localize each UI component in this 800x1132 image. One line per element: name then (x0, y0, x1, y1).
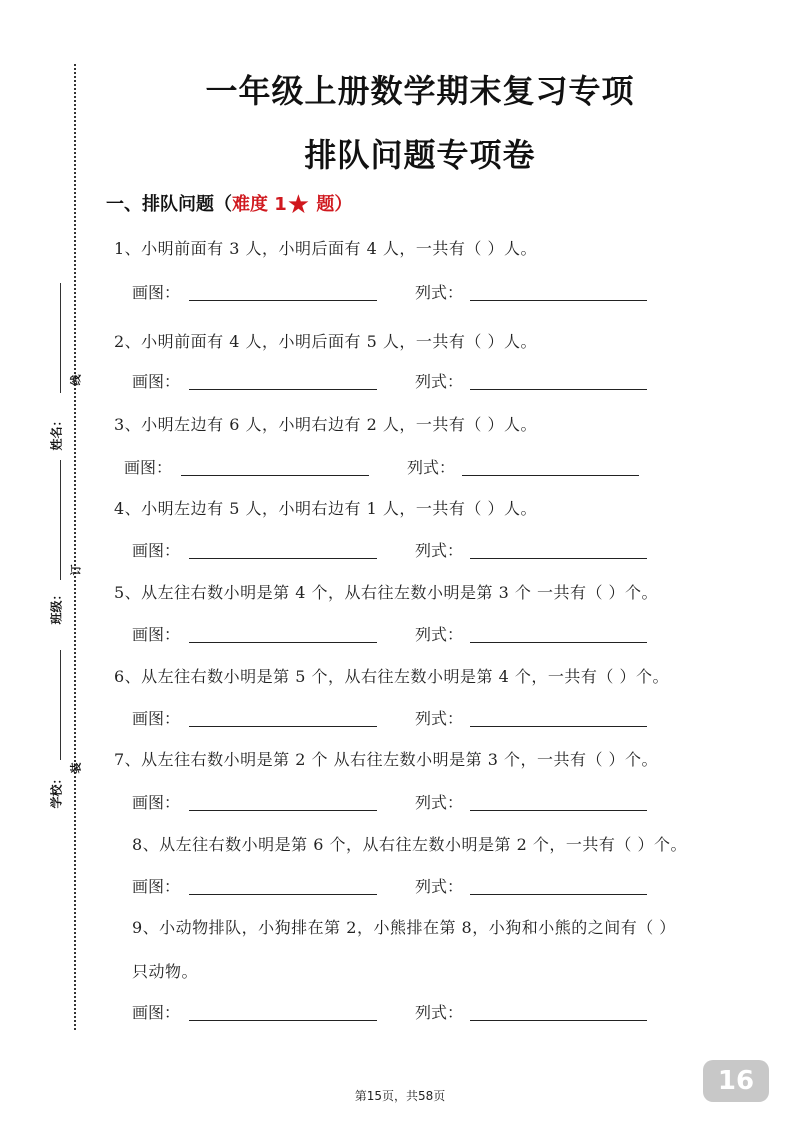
formula-answer-line[interactable] (470, 558, 647, 559)
draw-answer-line[interactable] (189, 389, 377, 390)
draw-label: 画图： (132, 877, 181, 896)
seal-mark-bind: 订 (69, 564, 83, 576)
question-4: 4、小明左边有 5 人，小明右边有 1 人，一共有（ ）人。 (114, 499, 537, 518)
draw-label: 画图： (132, 372, 181, 391)
question-1: 1、小明前面有 3 人，小明后面有 4 人，一共有（ ）人。 (114, 239, 537, 258)
draw-label: 画图： (132, 1003, 181, 1022)
draw-label: 画图： (132, 793, 181, 812)
formula-label: 列式： (415, 877, 464, 896)
draw-answer-line[interactable] (189, 894, 377, 895)
formula-label: 列式： (415, 541, 464, 560)
section-prefix: 一、排队问题（ (106, 194, 232, 215)
formula-answer-line[interactable] (470, 894, 647, 895)
school-label: 学校： (49, 772, 64, 809)
draw-answer-line[interactable] (189, 642, 377, 643)
draw-label: 画图： (124, 458, 173, 477)
formula-answer-line[interactable] (470, 642, 647, 643)
formula-label: 列式： (415, 709, 464, 728)
draw-label: 画图： (132, 541, 181, 560)
seal-mark-line: 线 (69, 374, 83, 386)
question-5: 5、从左往右数小明是第 4 个，从右往左数小明是第 3 个 一共有（ ）个。 (114, 583, 659, 602)
star-icon: ★ (286, 190, 311, 220)
draw-label: 画图： (132, 709, 181, 728)
difficulty-label: 难度 1 (232, 194, 287, 215)
formula-label: 列式： (415, 1003, 464, 1022)
name-rule (60, 283, 61, 393)
page-number-text: 第15页，共58页 (354, 1089, 446, 1103)
draw-label: 画图： (132, 625, 181, 644)
formula-label: 列式： (415, 372, 464, 391)
draw-answer-line[interactable] (189, 726, 377, 727)
class-rule (60, 460, 61, 580)
section-suffix: 题） (310, 194, 353, 215)
question-8: 8、从左往右数小明是第 6 个，从右往左数小明是第 2 个，一共有（ ）个。 (132, 835, 687, 854)
draw-answer-line[interactable] (189, 1020, 377, 1021)
formula-answer-line[interactable] (470, 300, 647, 301)
question-2: 2、小明前面有 4 人，小明后面有 5 人，一共有（ ）人。 (114, 332, 537, 351)
formula-answer-line[interactable] (470, 1020, 647, 1021)
draw-label: 画图： (132, 283, 181, 302)
formula-label: 列式： (407, 458, 456, 477)
school-rule (60, 650, 61, 760)
page-title: 一年级上册数学期末复习专项 (205, 72, 635, 110)
question-3: 3、小明左边有 6 人，小明右边有 2 人，一共有（ ）人。 (114, 415, 537, 434)
question-7: 7、从左往右数小明是第 2 个 从右往左数小明是第 3 个，一共有（ ）个。 (114, 750, 659, 769)
question-9-continued: 只动物。 (132, 962, 199, 981)
question-6: 6、从左往右数小明是第 5 个，从右往左数小明是第 4 个，一共有（ ）个。 (114, 667, 669, 686)
draw-answer-line[interactable] (189, 300, 377, 301)
seal-mark-seal: 装 (69, 762, 83, 774)
page-number-badge: 16 (703, 1060, 769, 1102)
name-label: 姓名： (49, 414, 64, 451)
formula-label: 列式： (415, 283, 464, 302)
formula-answer-line[interactable] (462, 475, 639, 476)
formula-answer-line[interactable] (470, 726, 647, 727)
class-label: 班级： (49, 588, 64, 625)
page-subtitle: 排队问题专项卷 (304, 136, 536, 174)
section-heading (106, 190, 352, 220)
formula-answer-line[interactable] (470, 810, 647, 811)
draw-answer-line[interactable] (189, 810, 377, 811)
formula-label: 列式： (415, 625, 464, 644)
formula-label: 列式： (415, 793, 464, 812)
draw-answer-line[interactable] (181, 475, 369, 476)
question-9: 9、小动物排队，小狗排在第 2，小熊排在第 8，小狗和小熊的之间有（ ） (132, 918, 676, 937)
formula-answer-line[interactable] (470, 389, 647, 390)
binding-dotted-line (74, 64, 76, 1030)
draw-answer-line[interactable] (189, 558, 377, 559)
